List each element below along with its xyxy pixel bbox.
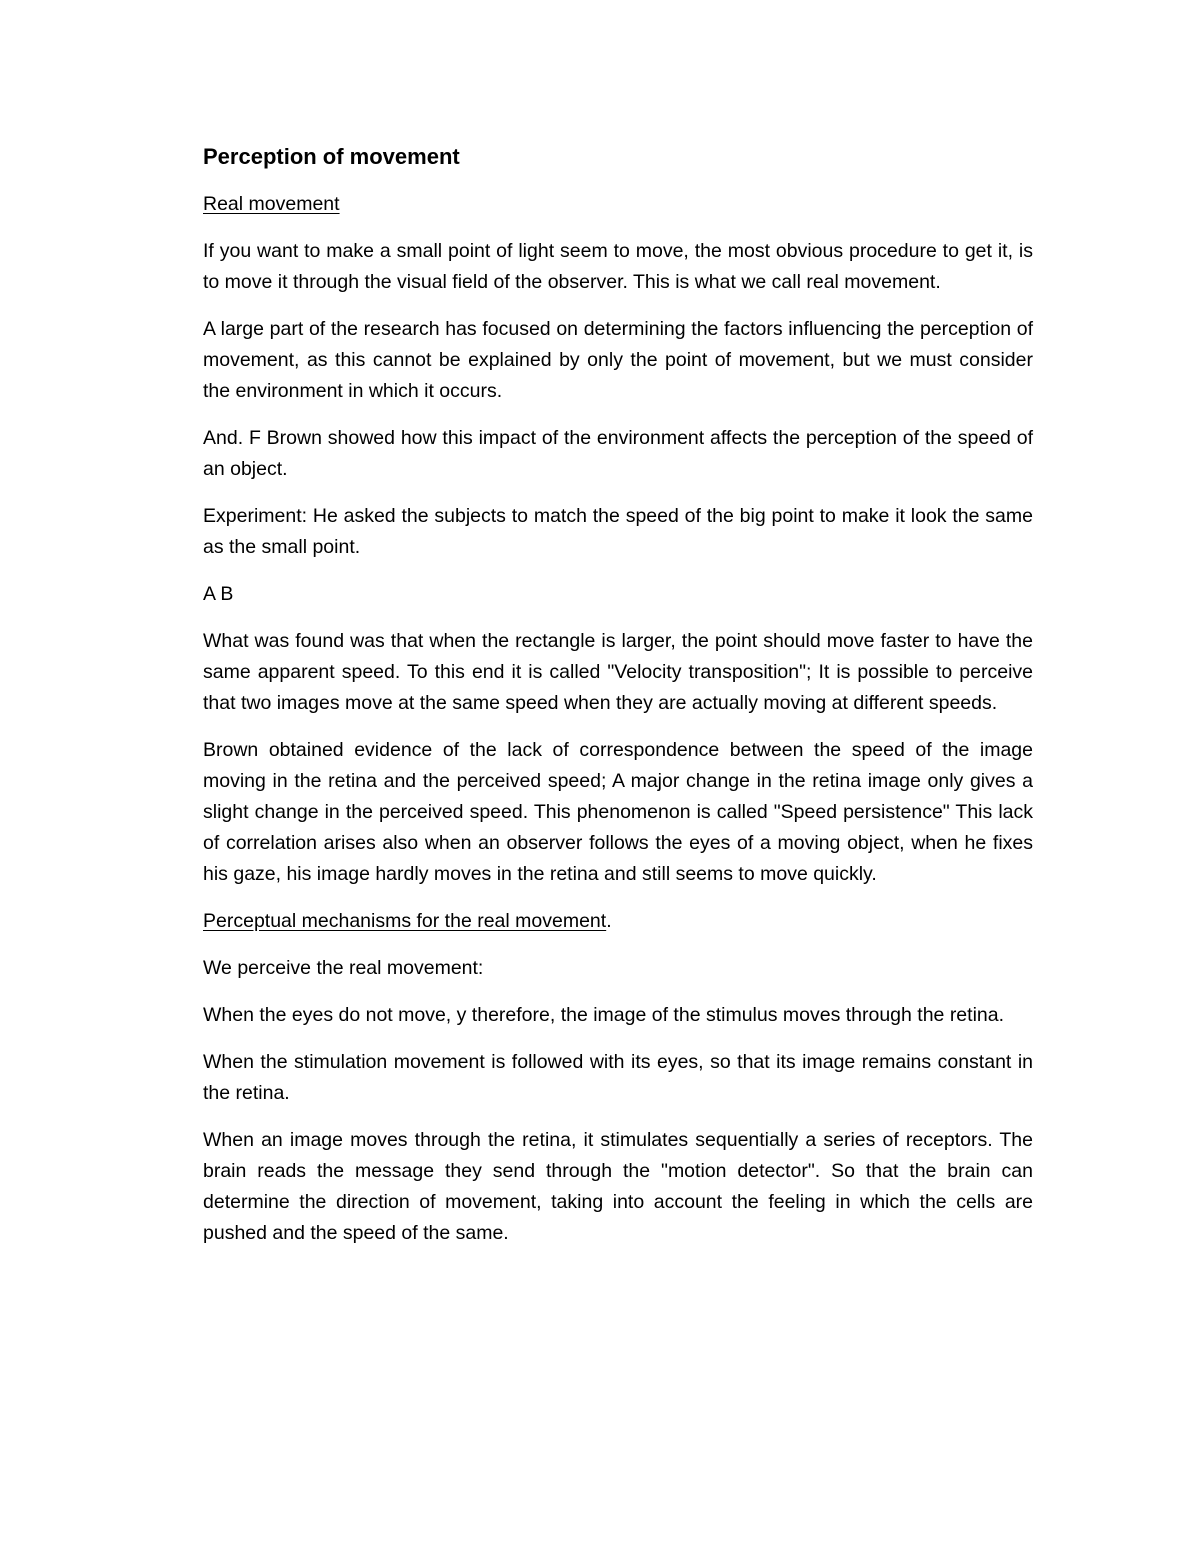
section-heading-suffix: . <box>606 910 612 932</box>
paragraph: Experiment: He asked the subjects to match the speed of the big point to make it look the same as the small point. <box>203 505 1033 558</box>
document-body <box>203 141 1033 1265</box>
paragraph: When an image moves through the retina, it stimulates sequentially a series of receptors. The brain reads the message they send through the "motion detector". So that the brain can determine the direction of movement, taking into account the feeling in which the cells are pushed and the speed of the same. <box>203 1129 1033 1244</box>
section-heading-text: Perceptual mechanisms for the real movement <box>203 910 607 932</box>
paragraph: If you want to make a small point of light seem to move, the most obvious procedure to get it, is to move it through the visual field of the observer. This is what we call real movement. <box>203 240 1033 293</box>
section-heading-perceptual-mechanisms <box>203 906 1033 937</box>
document-title: Perception of movement <box>203 144 460 169</box>
paragraph: We perceive the real movement: <box>203 957 484 979</box>
paragraph: When the eyes do not move, y therefore, the image of the stimulus moves through the retina. <box>203 1004 1005 1026</box>
paragraph-ab-label: A B <box>203 583 234 605</box>
section-heading-text: Real movement <box>203 193 340 215</box>
paragraph: And. F Brown showed how this impact of the environment affects the perception of the speed of an object. <box>203 427 1033 480</box>
paragraph: When the stimulation movement is followed with its eyes, so that its image remains constant in the retina. <box>203 1051 1033 1104</box>
paragraph: What was found was that when the rectangle is larger, the point should move faster to have the same apparent speed. To this end it is called "Velocity transposition"; It is possible to perceive that two images move at the same speed when they are actually moving at different speeds. <box>203 630 1033 714</box>
section-heading-real-movement <box>203 189 1033 220</box>
paragraph: Brown obtained evidence of the lack of correspondence between the speed of the image moving in the retina and the perceived speed; A major change in the retina image only gives a slight change in the perceived speed. This phenomenon is called "Speed persistence" This lack of correlation arises also when an observer follows the eyes of a moving object, when he fixes his gaze, his image hardly moves in the retina and still seems to move quickly. <box>203 739 1033 885</box>
paragraph: A large part of the research has focused on determining the factors influencing the perception of movement, as this cannot be explained by only the point of movement, but we must consider the environment in which it occurs. <box>203 318 1033 402</box>
